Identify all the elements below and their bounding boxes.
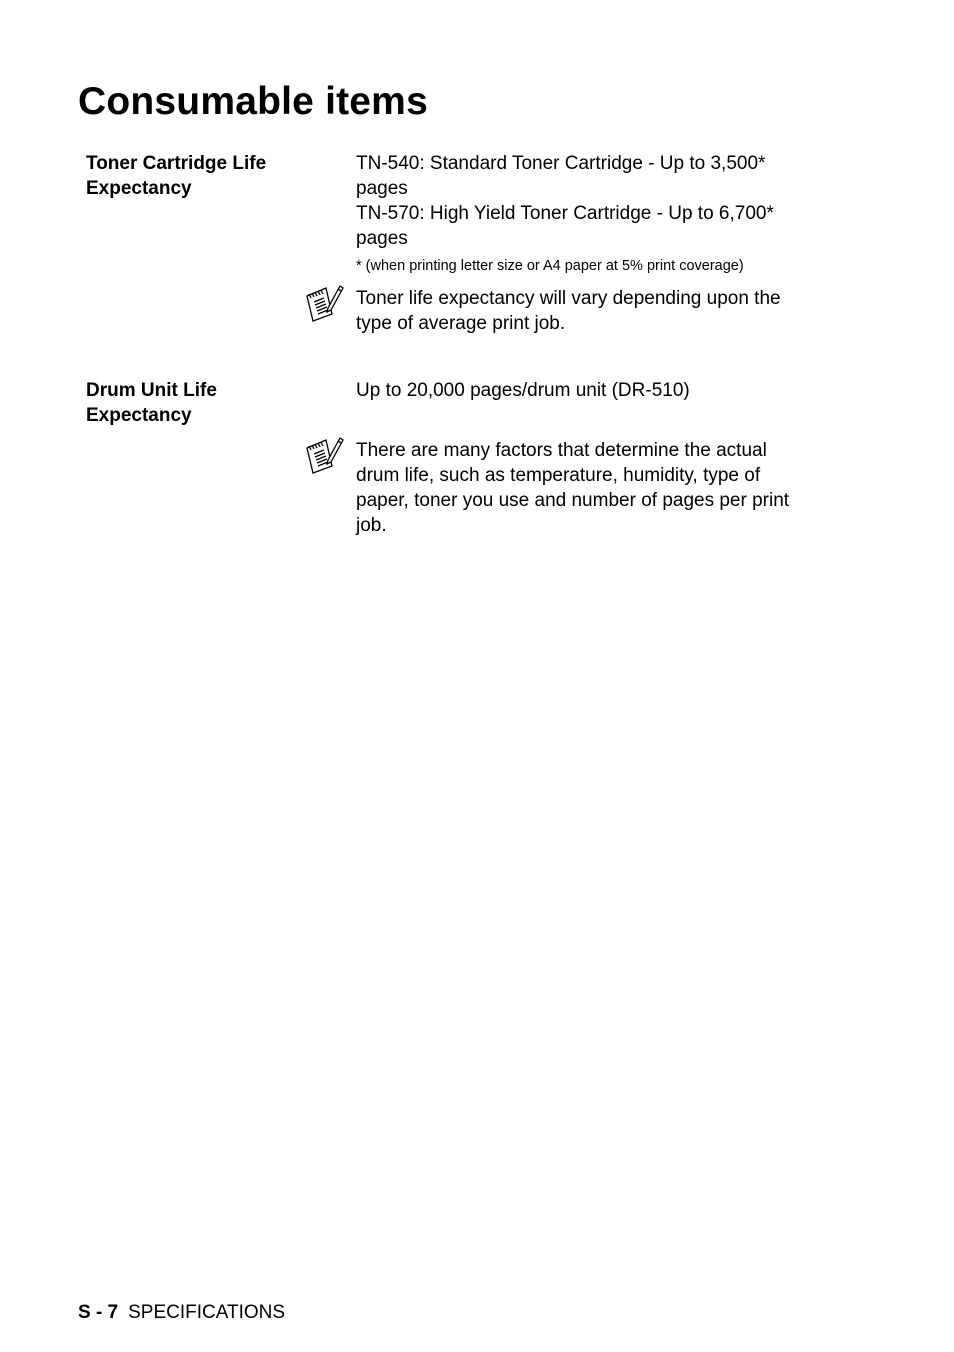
drum-life-label-line: Drum Unit Life <box>86 380 217 401</box>
page-title: Consumable items <box>78 80 428 123</box>
drum-life-label-line: Expectancy <box>86 405 192 426</box>
drum-note-line: There are many factors that determine the actual <box>356 440 767 461</box>
toner-note <box>356 286 818 336</box>
toner-life-label-line: Toner Cartridge Life <box>86 153 267 174</box>
note-pad-pencil-icon <box>304 436 344 474</box>
drum-note-line: paper, toner you use and number of pages per print <box>356 490 790 511</box>
note-pad-pencil-icon <box>304 284 344 322</box>
toner-note-line: type of average print job. <box>356 313 566 334</box>
drum-life-value <box>356 378 826 403</box>
toner-life-label-line: Expectancy <box>86 178 192 199</box>
toner-life-label <box>86 151 316 201</box>
drum-note-line: job. <box>356 515 387 536</box>
toner-value-line: pages <box>356 228 408 249</box>
footer-section-name: SPECIFICATIONS <box>128 1302 286 1323</box>
drum-note-line: drum life, such as temperature, humidity, type of <box>356 465 761 486</box>
drum-value-line: Up to 20,000 pages/drum unit (DR-510) <box>356 380 690 401</box>
toner-value-line: TN-570: High Yield Toner Cartridge - Up to 6,700* <box>356 203 774 224</box>
drum-life-label <box>86 378 316 428</box>
footer-page-number: S - 7 <box>78 1302 119 1323</box>
toner-footnote: * (when printing letter size or A4 paper at 5% print coverage) <box>356 258 744 274</box>
page-footer <box>78 1300 285 1325</box>
toner-life-value <box>356 151 826 251</box>
drum-note <box>356 438 818 538</box>
toner-value-line: TN-540: Standard Toner Cartridge - Up to 3,500* <box>356 153 766 174</box>
toner-note-line: Toner life expectancy will vary depending upon the <box>356 288 781 309</box>
toner-value-line: pages <box>356 178 408 199</box>
